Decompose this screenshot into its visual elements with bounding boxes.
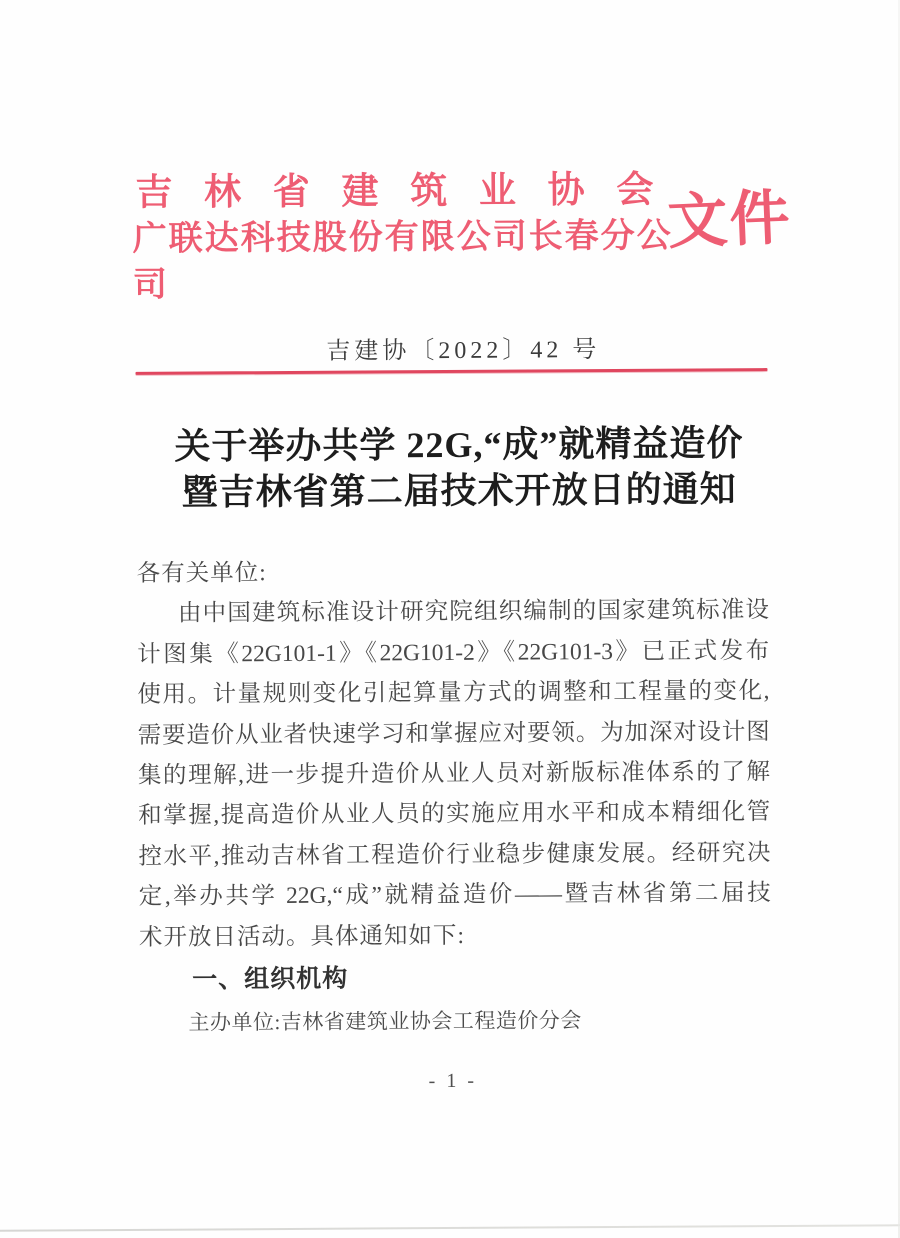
salutation-line: 各有关单位:: [136, 560, 267, 587]
red-divider-rule: [135, 368, 767, 375]
page-number: - 1 -: [428, 1069, 478, 1093]
section-heading-organization: 一、组织机构: [192, 964, 349, 994]
body-line: 和掌握,提高造价从业人员的实施应用水平和成本精细化管: [138, 799, 771, 830]
body-line: 计图集《22G101-1》《22G101-2》《22G101-3》已正式发布: [137, 637, 770, 668]
body-line: 控水平,推动吉林省工程造价行业稳步健康发展。经研究决: [138, 839, 771, 870]
body-line: 集的理解,进一步提升造价从业人员对新版标准体系的了解: [137, 759, 771, 789]
body-line: 使用。计量规则变化引起算量方式的调整和工程量的变化,: [137, 678, 770, 709]
document-title: [19, 419, 900, 516]
letterhead-doc-type-label: 文件: [666, 184, 793, 256]
scan-bottom-edge: [0, 1224, 900, 1232]
body-line: 由中国建筑标准设计研究院组织编制的国家建筑标准设: [177, 597, 770, 628]
closing-line: 术开放日活动。具体通知如下:: [138, 922, 466, 951]
letterhead-org-line1: 吉林省建筑业协会: [135, 169, 654, 214]
body-line: 需要造价从业者快速学习和掌握应对要领。为加深对设计图: [137, 718, 770, 749]
body-line: 定,举办共学 22G,“成”就精益造价——暨吉林省第二届技: [138, 880, 771, 911]
document-number: 吉建协〔2022〕42 号: [326, 337, 601, 365]
document-title-line1: 关于举办共学 22G,“成”就精益造价: [174, 423, 744, 467]
letterhead-org-line2: 广联达科技股份有限公司长春分公司: [132, 216, 671, 304]
body-text: [137, 550, 771, 958]
host-unit-line: 主办单位:吉林省建筑业协会工程造价分会: [188, 1008, 582, 1035]
document-title-line2: 暨吉林省第二届技术开放日的通知: [181, 469, 737, 513]
